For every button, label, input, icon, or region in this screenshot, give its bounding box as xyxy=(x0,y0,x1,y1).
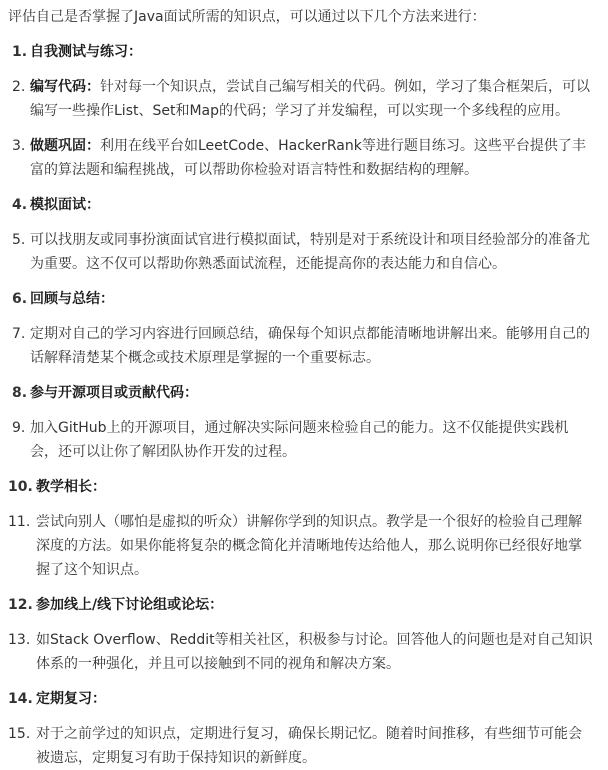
item-text: 对于之前学过的知识点，定期进行复习，确保长期记忆。随着时间推移，有些细节可能会被遗忘，定期复习有助于保持知识的新鲜度。 xyxy=(36,726,582,766)
item-lead: 做题巩固： xyxy=(30,138,100,154)
item-text: 尝试向别人（哪怕是虚拟的听众）讲解你学到的知识点。教学是一个很好的检验自己理解深度的方法。如果你能将复杂的概念简化并清晰地传达给他人，那么说明你已经很好地掌握了这个知识点。 xyxy=(36,514,582,578)
item-heading: 参加线上/线下讨论组或论坛： xyxy=(36,597,224,613)
item-number: 9. xyxy=(12,420,26,436)
item-number: 1. xyxy=(12,44,28,60)
list-item-15 xyxy=(8,722,594,770)
method-list xyxy=(8,40,594,770)
item-heading: 自我测试与练习： xyxy=(30,44,142,60)
item-number: 5. xyxy=(12,232,26,248)
item-text: 可以找朋友或同事扮演面试官进行模拟面试，特别是对于系统设计和项目经验部分的准备尤为重要。这不仅可以帮助你熟悉面试流程，还能提高你的表达能力和自信心。 xyxy=(30,232,590,272)
list-item-4 xyxy=(8,193,594,217)
list-item-1 xyxy=(8,40,594,64)
item-number: 13. xyxy=(8,632,31,648)
item-text: 加入GitHub上的开源项目，通过解决实际问题来检验自己的能力。这不仅能提供实践机会，还可以让你了解团队协作开发的过程。 xyxy=(30,420,569,460)
list-item-10 xyxy=(8,475,594,499)
list-item-14 xyxy=(8,687,594,711)
list-item-12 xyxy=(8,593,594,617)
item-number: 6. xyxy=(12,291,28,307)
item-number: 2. xyxy=(12,79,26,95)
list-item-5 xyxy=(8,228,594,276)
item-number: 10. xyxy=(8,479,33,495)
item-number: 8. xyxy=(12,385,28,401)
list-item-13 xyxy=(8,628,594,676)
item-heading: 模拟面试： xyxy=(30,197,100,213)
item-number: 12. xyxy=(8,597,33,613)
list-item-11 xyxy=(8,510,594,582)
list-item-3 xyxy=(8,134,594,182)
item-text: 利用在线平台如LeetCode、HackerRank等进行题目练习。这些平台提供了丰富的算法题和编程挑战，可以帮助你检验对语言特性和数据结构的理解。 xyxy=(30,138,586,178)
item-number: 14. xyxy=(8,691,33,707)
item-number: 3. xyxy=(12,138,26,154)
item-heading: 定期复习： xyxy=(36,691,106,707)
list-item-7 xyxy=(8,322,594,370)
item-text: 如Stack Overflow、Reddit等相关社区，积极参与讨论。回答他人的问题也是对自己知识体系的一种强化，并且可以接触到不同的视角和解决方案。 xyxy=(36,632,593,672)
item-text: 针对每一个知识点，尝试自己编写相关的代码。例如，学习了集合框架后，可以编写一些操作List、Set和Map的代码；学习了并发编程，可以实现一个多线程的应用。 xyxy=(30,79,590,119)
item-heading: 参与开源项目或贡献代码： xyxy=(30,385,198,401)
item-number: 15. xyxy=(8,726,31,742)
list-item-2 xyxy=(8,75,594,123)
item-heading: 教学相长： xyxy=(36,479,106,495)
item-number: 4. xyxy=(12,197,28,213)
item-number: 7. xyxy=(12,326,26,342)
list-item-8 xyxy=(8,381,594,405)
item-heading: 回顾与总结： xyxy=(30,291,114,307)
intro-text: 评估自己是否掌握了Java面试所需的知识点，可以通过以下几个方法来进行： xyxy=(8,9,486,25)
item-text: 定期对自己的学习内容进行回顾总结，确保每个知识点都能清晰地讲解出来。能够用自己的话解释清楚某个概念或技术原理是掌握的一个重要标志。 xyxy=(30,326,590,366)
list-item-6 xyxy=(8,287,594,311)
item-lead: 编写代码： xyxy=(30,79,100,95)
item-number: 11. xyxy=(8,514,31,530)
list-item-9 xyxy=(8,416,594,464)
